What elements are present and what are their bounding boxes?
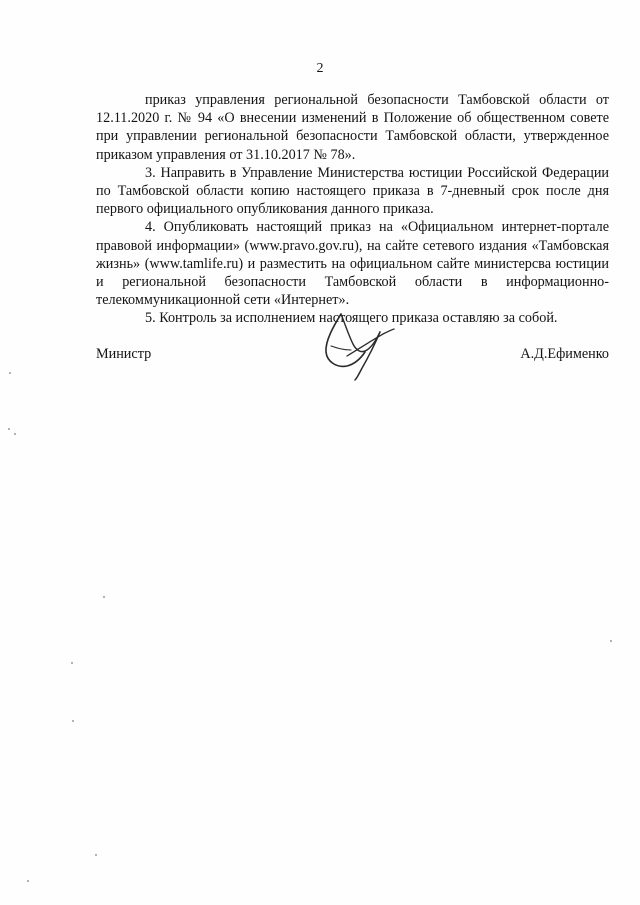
- scan-speck: [27, 880, 29, 882]
- paragraph-item-4: 4. Опубликовать настоящий приказ на «Официальном интернет-портале правовой информации» (www.pravo.gov.ru), на сайте сетевого издания «Тамбовская жизнь» (www.tamlife.ru) и разместить на официальном сайте министерсва юстиции и региональной безопасности Тамбовской области в информационно- телекоммуникационной сети «Интернет».: [96, 219, 609, 309]
- page-number: 2: [316, 61, 324, 76]
- scan-speck: [610, 640, 612, 642]
- paragraph-amendment-reference: приказ управления региональной безопасности Тамбовской области от 12.11.2020 г. № 94 «О внесении изменений в Положение об общественном совете при управлении региональной безопасности Тамбовской области, утвержденное приказом управления от 31.10.2017 № 78».: [96, 92, 609, 163]
- signatory-title: Министр: [96, 346, 152, 362]
- handwritten-signature: [317, 310, 397, 382]
- paragraph-item-5: 5. Контроль за исполнением настоящего приказа оставляю за собой.: [145, 310, 558, 327]
- scan-speck: [8, 428, 10, 430]
- scan-speck: [9, 372, 11, 374]
- scan-speck: [14, 433, 16, 435]
- paragraph-item-3: 3. Направить в Управление Министерства юстиции Российской Федерации по Тамбовской области копию настоящего приказа в 7-дневный срок после дня первого официального опубликования данного приказа.: [96, 164, 609, 218]
- signatory-name: А.Д.Ефименко: [520, 346, 609, 362]
- scan-speck: [103, 596, 105, 598]
- scan-speck: [72, 720, 74, 722]
- scan-speck: [71, 662, 73, 664]
- scan-speck: [95, 854, 97, 856]
- document-body: [96, 91, 609, 328]
